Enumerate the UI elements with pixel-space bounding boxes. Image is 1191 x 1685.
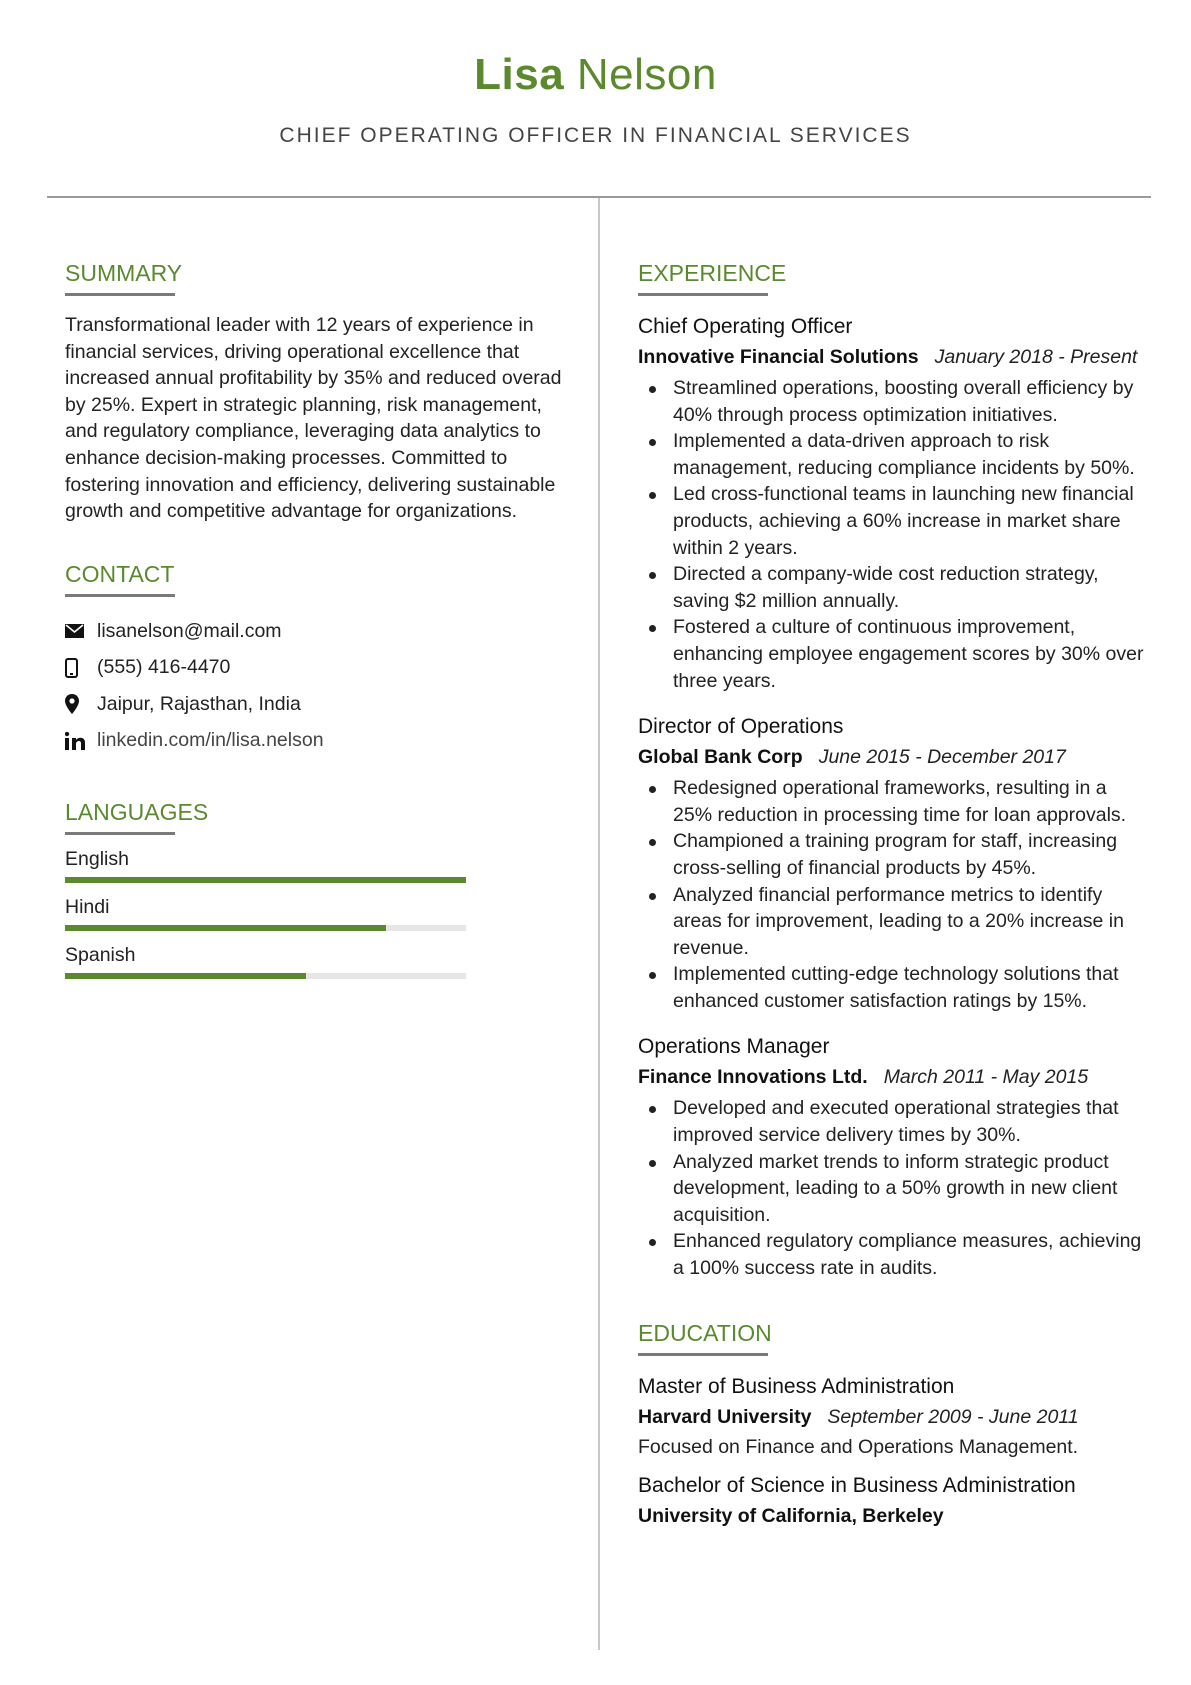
job-bullet: Directed a company-wide cost reduction strategy, saving $2 million annually. — [648, 561, 1148, 614]
contact-phone — [65, 649, 570, 686]
education-meta — [638, 1502, 1148, 1530]
contact-location — [65, 686, 570, 723]
contact-section — [65, 559, 570, 759]
language-level-bar — [65, 973, 466, 979]
summary-text: Transformational leader with 12 years of experience in financial services, driving operational excellence that increased annual profitability by 35% and reduced overad by 25%. Expert in strategic planning, risk management, and regulatory compliance, leveraging data analytics to enhance decision-making processes. Committed to fostering innovation and efficiency, delivering sustainable growth and competitive advantage for organizations. — [65, 314, 562, 523]
job-title: Director of Operations — [638, 715, 844, 739]
section-underline — [65, 594, 175, 597]
education-meta — [638, 1403, 1148, 1431]
company-name: Finance Innovations Ltd. — [638, 1066, 868, 1089]
location-value: Jaipur, Rajasthan, India — [97, 692, 301, 715]
language-level-fill — [65, 925, 386, 931]
job-bullet: Analyzed market trends to inform strategic product development, leading to a 50% growth in new client acquisition. — [648, 1149, 1148, 1229]
language-level-fill — [65, 973, 306, 979]
education-dates: September 2009 - June 2011 — [827, 1405, 1079, 1428]
email-value[interactable]: lisanelson@mail.com — [97, 619, 282, 642]
degree-title: Bachelor of Science in Business Administration — [638, 1473, 1076, 1497]
candidate-name — [0, 45, 1191, 105]
languages-section — [65, 797, 570, 979]
education-heading: EDUCATION — [638, 1319, 772, 1346]
section-underline — [65, 832, 175, 835]
phone-value[interactable]: (555) 416-4470 — [97, 656, 231, 678]
job-bullet: Implemented cutting-edge technology solutions that enhanced customer satisfaction ratings by 15%. — [648, 961, 1148, 1014]
contact-linkedin — [65, 722, 570, 759]
education-entry — [638, 1372, 1148, 1461]
contact-email — [65, 613, 570, 650]
school-name: University of California, Berkeley — [638, 1504, 944, 1527]
section-underline — [638, 293, 768, 296]
experience-heading: EXPERIENCE — [638, 260, 787, 286]
job-meta — [638, 343, 1148, 371]
job-meta — [638, 1063, 1148, 1091]
education-section — [638, 1318, 1148, 1530]
section-underline — [65, 293, 175, 296]
language-item — [65, 845, 570, 883]
job-dates: January 2018 - Present — [934, 346, 1138, 368]
company-name: Global Bank Corp — [638, 746, 803, 769]
column-divider — [598, 198, 600, 1650]
job-entry — [638, 312, 1148, 694]
education-description: Focused on Finance and Operations Management. — [638, 1435, 1079, 1458]
job-bullets — [648, 775, 1148, 1014]
last-name: Nelson — [576, 50, 717, 99]
job-bullet: Fostered a culture of continuous improvement, enhancing employee engagement scores by 30% over three years. — [648, 614, 1148, 694]
languages-heading: LANGUAGES — [65, 798, 209, 825]
location-pin-icon — [65, 694, 97, 714]
job-dates: June 2015 - December 2017 — [818, 746, 1066, 769]
job-bullet: Developed and executed operational strategies that improved service delivery times by 30%. — [648, 1095, 1148, 1148]
job-title: Operations Manager — [638, 1035, 830, 1059]
job-meta — [638, 743, 1148, 771]
job-dates: March 2011 - May 2015 — [883, 1066, 1089, 1089]
job-bullet: Championed a training program for staff, increasing cross-selling of financial products by 45%. — [648, 828, 1148, 881]
first-name: Lisa — [474, 50, 565, 99]
job-title: Chief Operating Officer — [638, 315, 853, 338]
phone-icon — [65, 658, 97, 678]
language-item — [65, 941, 570, 979]
language-level-bar — [65, 925, 466, 931]
language-list — [65, 845, 570, 979]
degree-title: Master of Business Administration — [638, 1374, 955, 1398]
experience-section — [638, 258, 1148, 1282]
job-headline: CHIEF OPERATING OFFICER IN FINANCIAL SERVICES — [279, 124, 912, 147]
linkedin-link[interactable]: linkedin.com/in/lisa.nelson — [97, 729, 324, 751]
language-item — [65, 893, 570, 931]
job-bullet: Analyzed financial performance metrics to identify areas for improvement, leading to a 20% increase in revenue. — [648, 882, 1148, 962]
language-name: Hindi — [65, 895, 110, 918]
envelope-icon — [65, 624, 97, 638]
language-level-bar — [65, 877, 466, 883]
linkedin-icon — [65, 732, 97, 750]
job-list — [638, 312, 1148, 1282]
language-level-fill — [65, 877, 466, 883]
school-name: Harvard University — [638, 1405, 812, 1428]
job-entry — [638, 1032, 1148, 1281]
job-bullets — [648, 375, 1148, 694]
job-bullet: Implemented a data-driven approach to risk management, reducing compliance incidents by 50%. — [648, 428, 1148, 481]
education-entry — [638, 1471, 1148, 1530]
right-column — [638, 258, 1148, 1530]
section-underline — [638, 1353, 768, 1356]
job-bullets — [648, 1095, 1148, 1281]
summary-section — [65, 258, 570, 525]
job-entry — [638, 712, 1148, 1014]
language-name: English — [65, 847, 129, 870]
education-list — [638, 1372, 1148, 1530]
job-bullet: Redesigned operational frameworks, resulting in a 25% reduction in processing time for loan approvals. — [648, 775, 1148, 828]
job-bullet: Streamlined operations, boosting overall efficiency by 40% through process optimization initiatives. — [648, 375, 1148, 428]
job-bullet: Led cross-functional teams in launching new financial products, achieving a 60% increase in market share within 2 years. — [648, 481, 1148, 561]
summary-heading: SUMMARY — [65, 260, 183, 286]
contact-heading: CONTACT — [65, 560, 175, 587]
left-column — [65, 258, 570, 989]
language-name: Spanish — [65, 943, 136, 966]
job-bullet: Enhanced regulatory compliance measures, achieving a 100% success rate in audits. — [648, 1228, 1148, 1281]
company-name: Innovative Financial Solutions — [638, 346, 919, 368]
